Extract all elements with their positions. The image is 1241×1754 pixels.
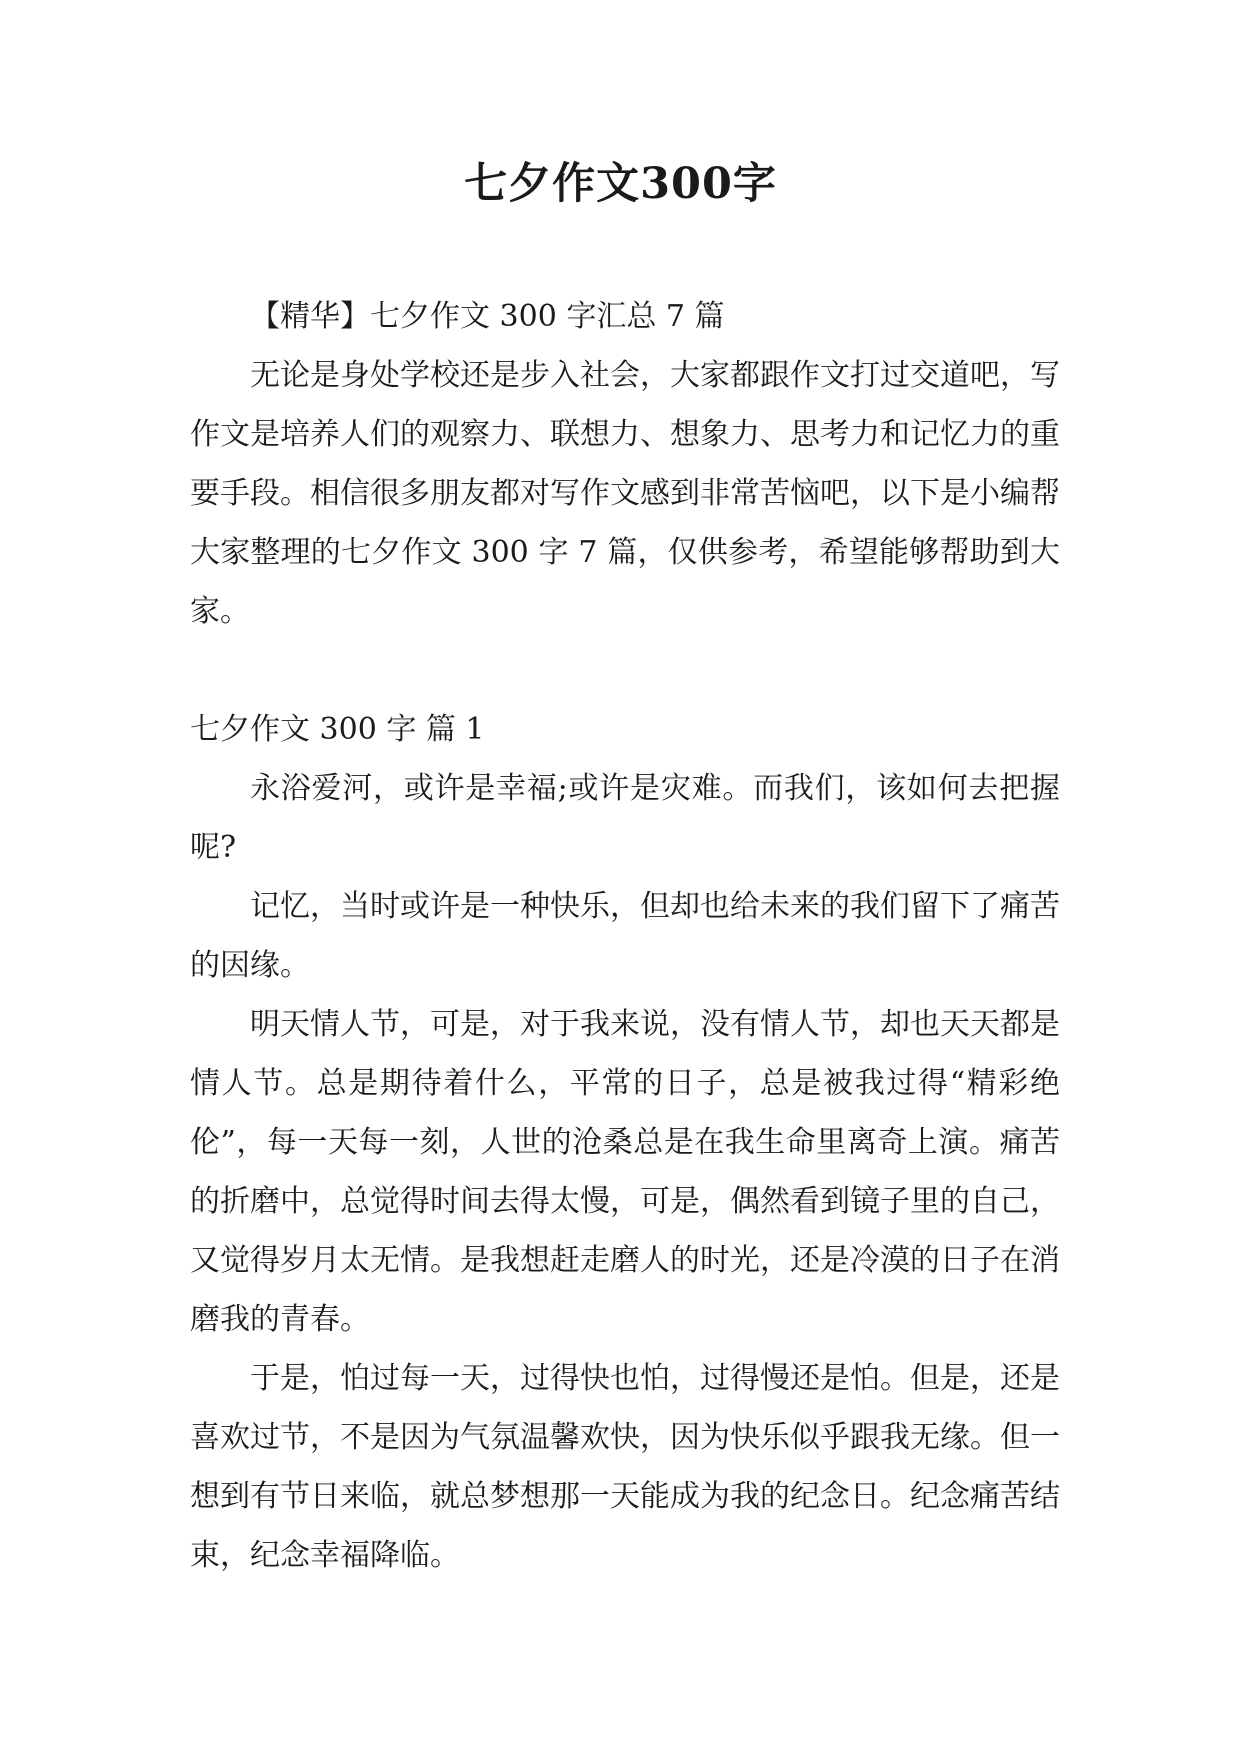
body-paragraph-1: 永浴爱河，或许是幸福;或许是灾难。而我们，该如何去把握呢?	[190, 771, 1060, 865]
intro-paragraph: 无论是身处学校还是步入社会，大家都跟作文打过交道吧，写作文是培养人们的观察力、联想力、想象力、思考力和记忆力的重要手段。相信很多朋友都对写作文感到非常苦恼吧，以下是小编帮大家整理的七夕作文 300 字 7 篇，仅供参考，希望能够帮助到大家。	[190, 358, 1060, 629]
body-paragraph-2: 记忆，当时或许是一种快乐，但却也给未来的我们留下了痛苦的因缘。	[190, 889, 1060, 983]
body-paragraph-4: 于是，怕过每一天，过得快也怕，过得慢还是怕。但是，还是喜欢过节，不是因为气氛温馨欢快，因为快乐似乎跟我无缘。但一想到有节日来临，就总梦想那一天能成为我的纪念日。纪念痛苦结束，纪念幸福降临。	[190, 1361, 1060, 1573]
body-paragraph-3: 明天情人节，可是，对于我来说，没有情人节，却也天天都是情人节。总是期待着什么，平常的日子，总是被我过得“精彩绝伦”，每一天每一刻，人世的沧桑总是在我生命里离奇上演。痛苦的折磨中，总觉得时间去得太慢，可是，偶然看到镜子里的自己，又觉得岁月太无情。是我想赶走磨人的时光，还是冷漠的日子在消磨我的青春。	[190, 1007, 1060, 1337]
section-heading: 七夕作文 300 字 篇 1	[190, 712, 485, 747]
document-subtitle: 【精华】七夕作文 300 字汇总 7 篇	[250, 299, 725, 334]
page-title: 七夕作文300字	[464, 159, 777, 209]
document-body	[190, 287, 1060, 1585]
